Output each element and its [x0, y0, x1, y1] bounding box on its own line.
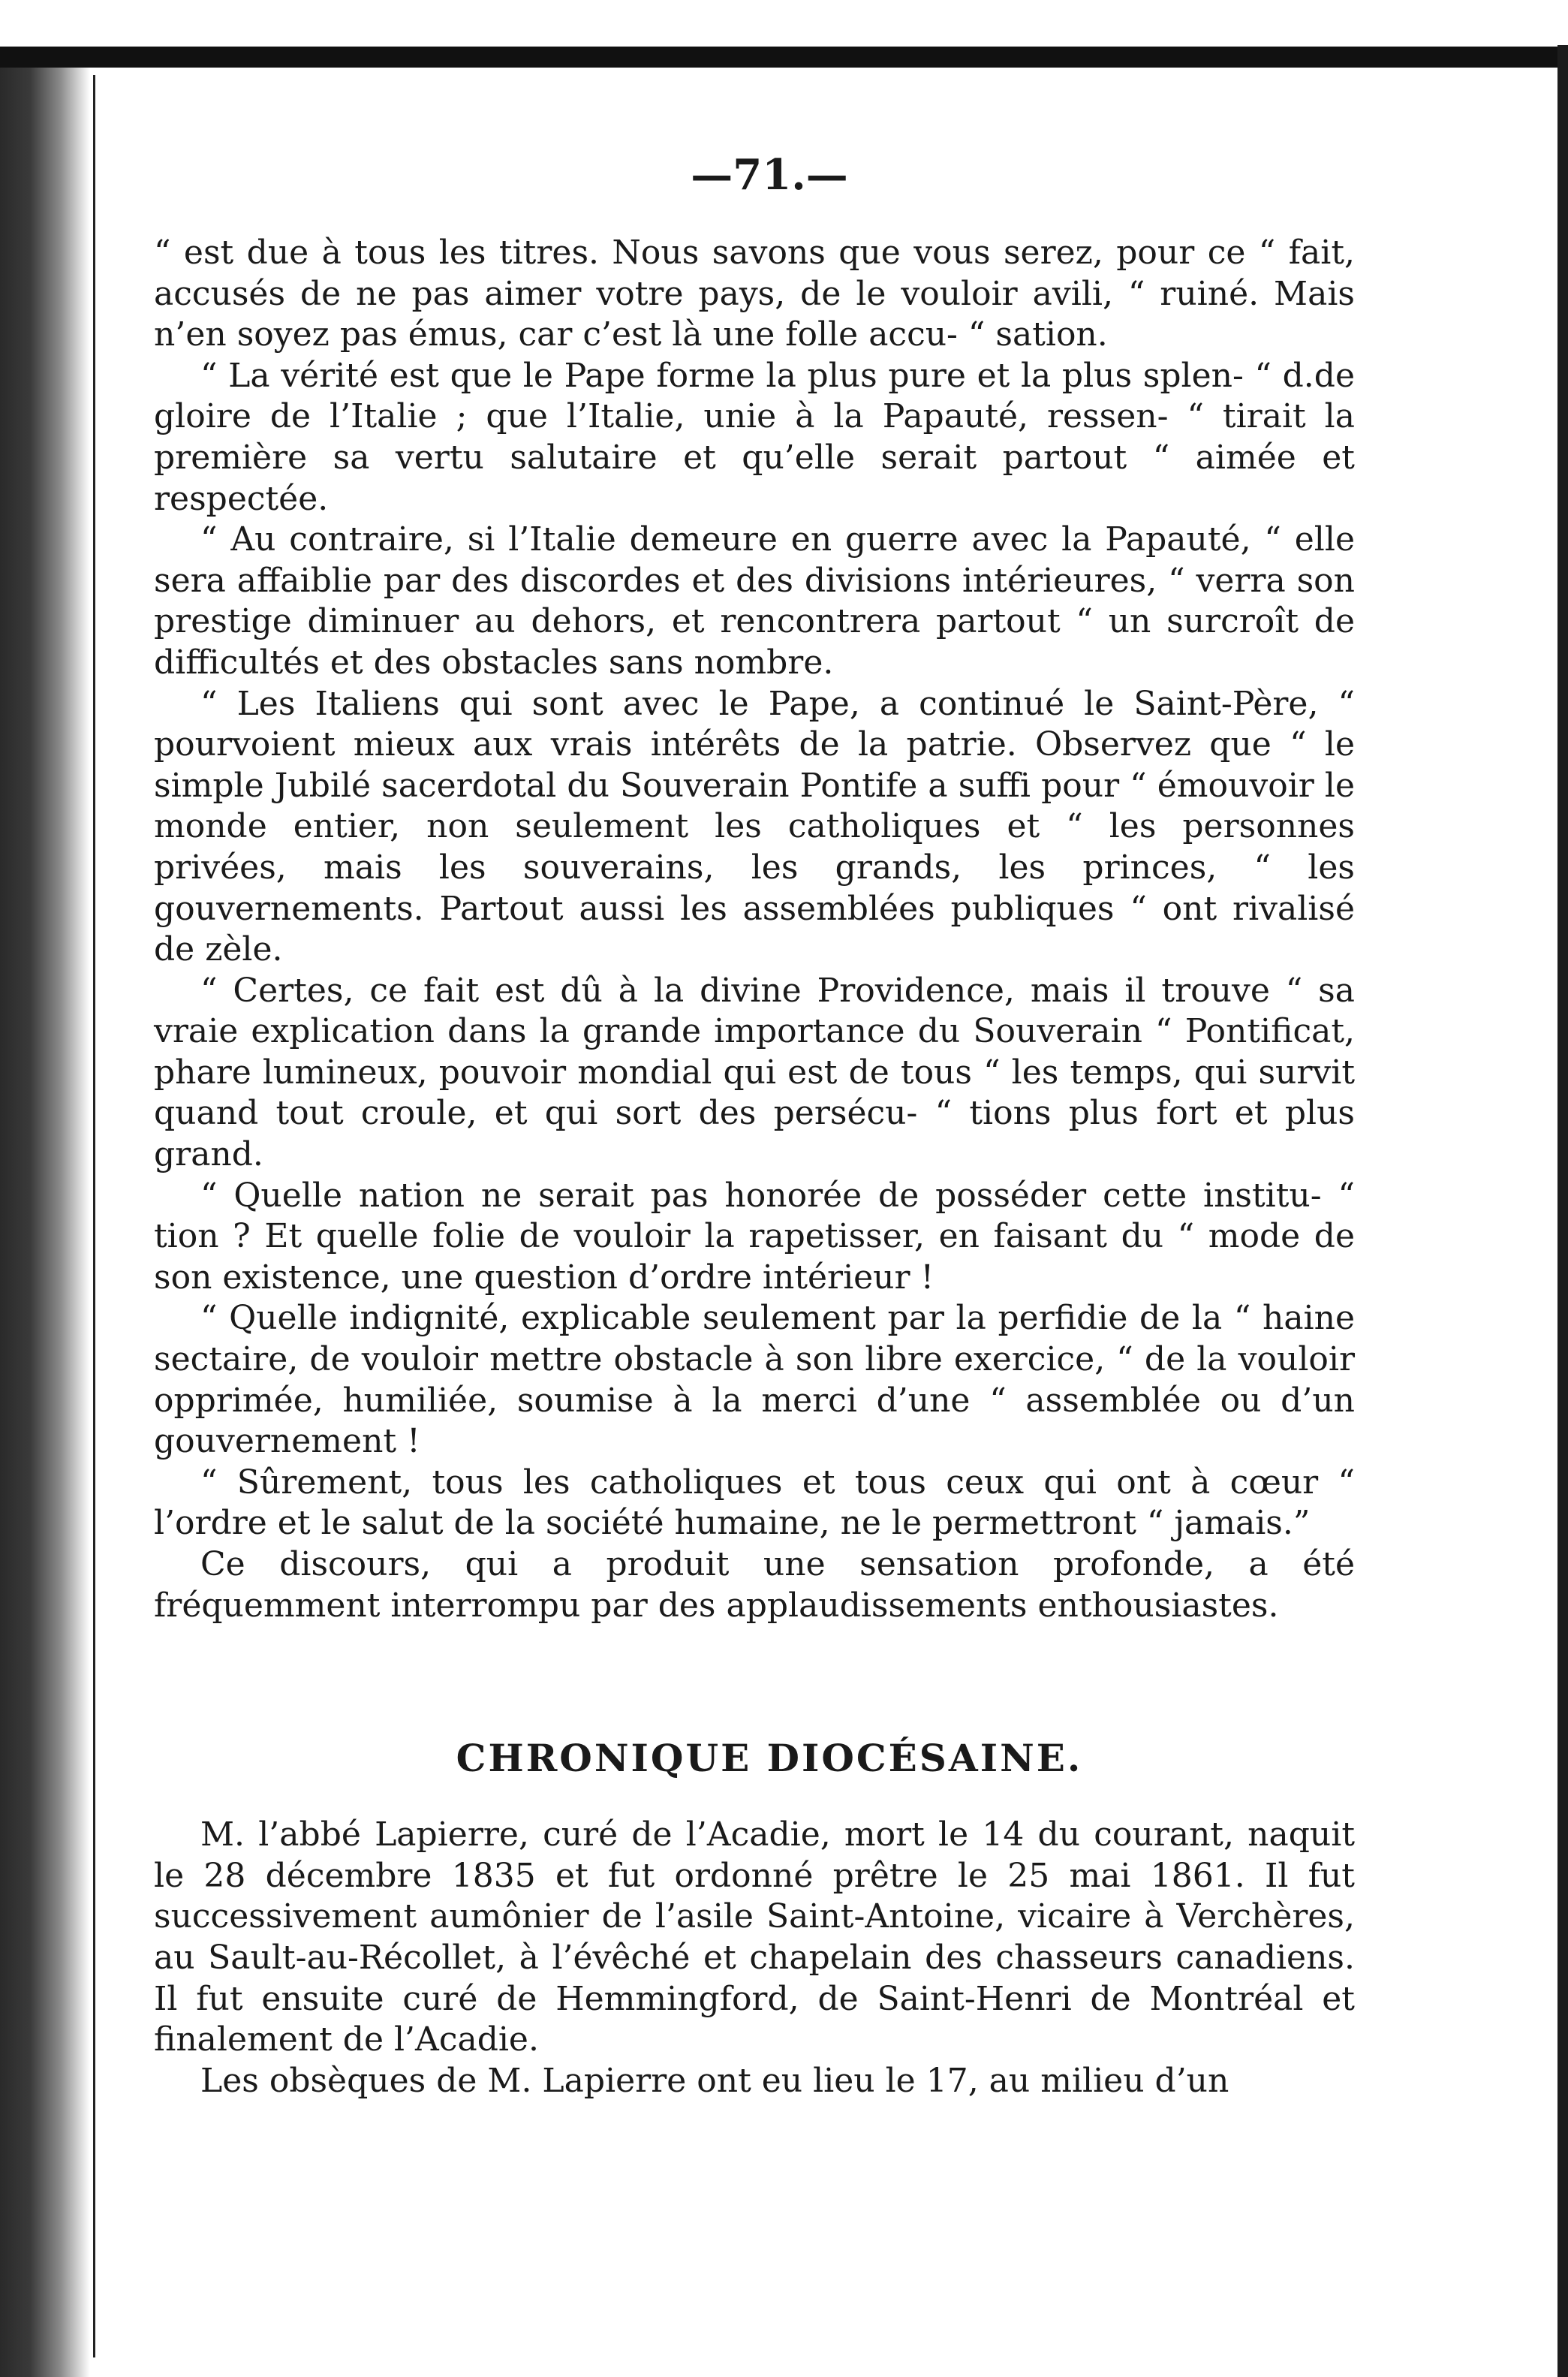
scan-top-border [0, 47, 1568, 68]
quote-paragraph-2: “ La vérité est que le Pape forme la plus pure et la plus splen- “ d.de gloire de l’Italie ; que l’Italie, unie à la Papauté, ressen- “ tirait la première sa vertu salutaire et qu’elle serait partout “ aimée et respectée. [154, 356, 1355, 518]
quote-paragraph-5: “ Certes, ce fait est dû à la divine Providence, mais il trouve “ sa vraie explication dans la grande importance du Souverain “ Pontificat, phare lumineux, pouvoir mondial qui est de tous “ les temps, qui survit quand tout croule, et qui sort des persécu- “ tions plus fort et plus grand. [154, 971, 1355, 1174]
quote-paragraph-8: “ Sûrement, tous les catholiques et tous ceux qui ont à cœur “ l’ordre et le salut de la société humaine, ne le permettront “ jamais.” [154, 1463, 1355, 1543]
chronicle-paragraph-2: Les obsèques de M. Lapierre ont eu lieu le 17, au milieu d’un [200, 2061, 1229, 2100]
quote-paragraph-7: “ Quelle indignité, explicable seulement par la perfidie de la “ haine sectaire, de vouloir mettre obstacle à son libre exercice, “ de la vouloir opprimée, humiliée, soumise à la merci d’une “ assemblée ou d’un gouvernement ! [154, 1299, 1355, 1461]
quote-paragraph-3: “ Au contraire, si l’Italie demeure en guerre avec la Papauté, “ elle sera affaiblie par des discordes et des divisions intérieures, “ verra son prestige diminuer au dehors, et rencontrera partout “ un surcroît de difficultés et des obstacles sans nombre. [154, 520, 1355, 682]
quote-paragraph-1: “ est due à tous les titres. Nous savons que vous serez, pour ce “ fait, accusés de ne pas aimer votre pays, de le vouloir avili, “ ruiné. Mais n’en soyez pas émus, car c’est là une folle accu- “ sation. [154, 233, 1355, 354]
chronicle-paragraph-1: M. l’abbé Lapierre, curé de l’Acadie, mort le 14 du courant, naquit le 28 décembre 1835 et fut ordonné prêtre le 25 mai 1861. Il fut successivement aumônier de l’asile Saint-Antoine, vicaire à Verchères, au Sault-au-Récollet, à l’évêché et chapelain des chasseurs canadiens. Il fut ensuite curé de Hemmingford, de Saint-Henri de Montréal et finalement de l’Acadie. [154, 1815, 1355, 2059]
quote-paragraph-6: “ Quelle nation ne serait pas honorée de posséder cette institu- “ tion ? Et quelle folie de vouloir la rapetisser, en faisant du “ mode de son existence, une question d’ordre intérieur ! [154, 1176, 1355, 1297]
scan-left-binding-shadow [0, 68, 90, 2377]
scan-right-border [1557, 45, 1568, 2377]
section-spacer [154, 1626, 1355, 1736]
quote-paragraph-4: “ Les Italiens qui sont avec le Pape, a continué le Saint-Père, “ pourvoient mieux aux vrais intérêts de la patrie. Observez que “ le simple Jubilé sacerdotal du Souverain Pontife a suffi pour “ émouvoir le monde entier, non seulement les catholiques et “ les personnes privées, mais les souverains, les grands, les princes, “ les gouvernements. Partout aussi les assemblées publiques “ ont rivalisé de zèle. [154, 684, 1355, 969]
document-page [154, 150, 1355, 2101]
closing-paragraph: Ce discours, qui a produit une sensation profonde, a été fréquemment interrompu par des applaudissements enthousiastes. [154, 1545, 1355, 1625]
page-number: —71.— [691, 150, 848, 200]
section-heading: CHRONIQUE DIOCÉSAINE. [456, 1736, 1083, 1781]
scan-left-rule [93, 75, 95, 2357]
